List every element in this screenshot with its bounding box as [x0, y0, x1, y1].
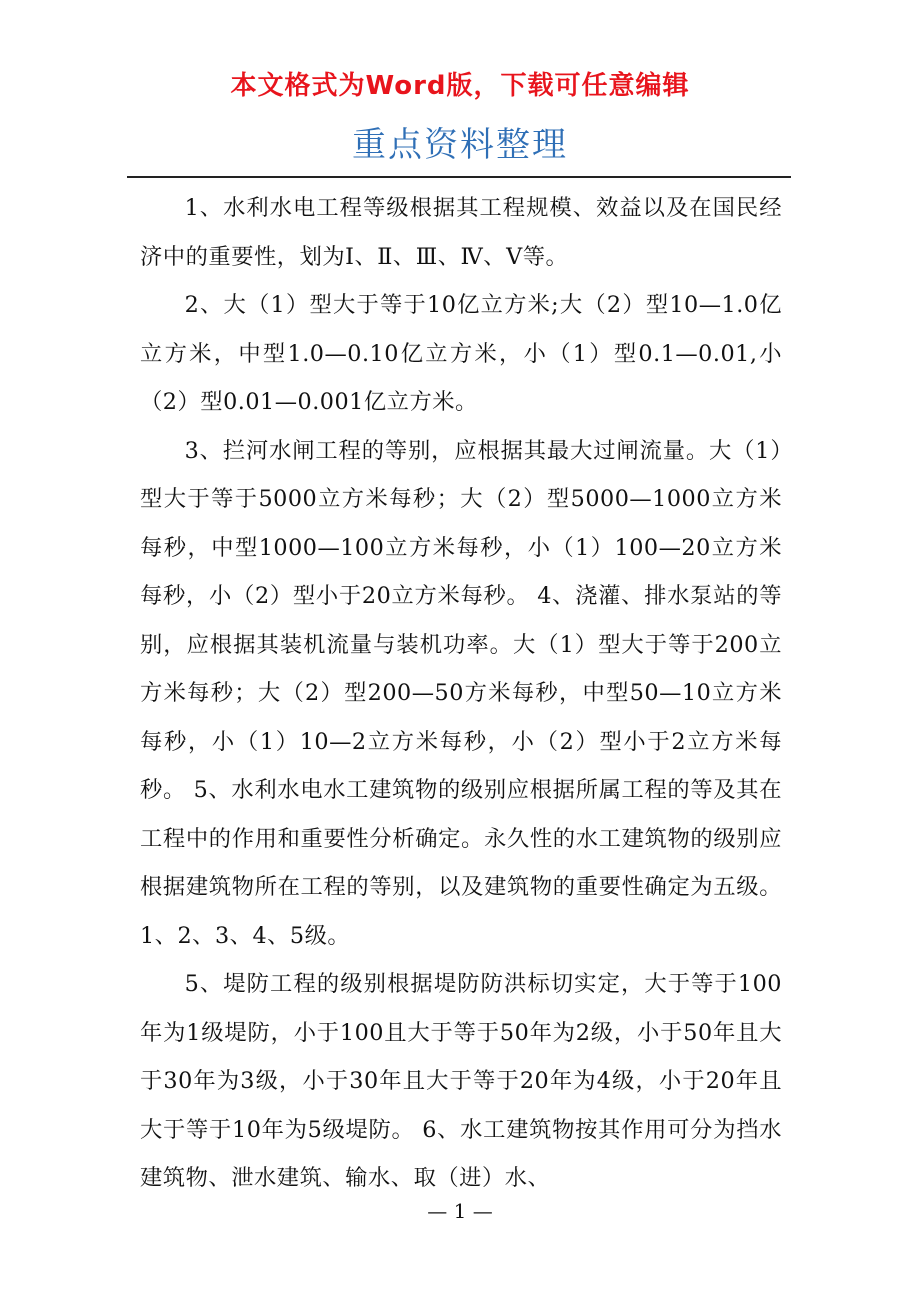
- format-banner: 本文格式为Word版，下载可任意编辑: [230, 71, 690, 101]
- paragraph-2: 2、大（1）型大于等于10亿立方米;大（2）型10—1.0亿立方米，中型1.0—0.10亿立方米，小（1）型0.1—0.01,小（2）型0.01—0.001亿立方米。: [140, 292, 782, 415]
- document-body: [140, 184, 782, 1203]
- paragraph-1: 1、水利水电工程等级根据其工程规模、效益以及在国民经济中的重要性，划为Ⅰ、Ⅱ、Ⅲ、Ⅳ、Ⅴ等。: [140, 195, 782, 270]
- page-number: — 1 —: [427, 1199, 493, 1223]
- paragraph-4: 5、堤防工程的级别根据堤防防洪标切实定，大于等于100年为1级堤防，小于100且大于等于50年为2级，小于50年且大于30年为3级，小于30年且大于等于20年为4级，小于20年且大于等于10年为5级堤防。 6、水工建筑物按其作用可分为挡水建筑物、泄水建筑、输水、取（进）水、: [140, 971, 782, 1191]
- page-title: 重点资料整理: [352, 125, 568, 165]
- title-divider: [127, 176, 791, 178]
- paragraph-3: 3、拦河水闸工程的等别，应根据其最大过闸流量。大（1）型大于等于5000立方米每秒；大（2）型5000—1000立方米每秒，中型1000—100立方米每秒，小（1）100—20立方米每秒，小（2）型小于20立方米每秒。 4、浇灌、排水泵站的等别，应根据其装机流量与装机功率。大（1）型大于等于200立方米每秒；大（2）型200—50方米每秒，中型50—10立方米每秒，小（1）10—2立方米每秒，小（2）型小于2立方米每秒。 5、水利水电水工建筑物的级别应根据所属工程的等及其在工程中的作用和重要性分析确定。永久性的水工建筑物的级别应根据建筑物所在工程的等别，以及建筑物的重要性确定为五级。1、2、3、4、5级。: [140, 437, 782, 949]
